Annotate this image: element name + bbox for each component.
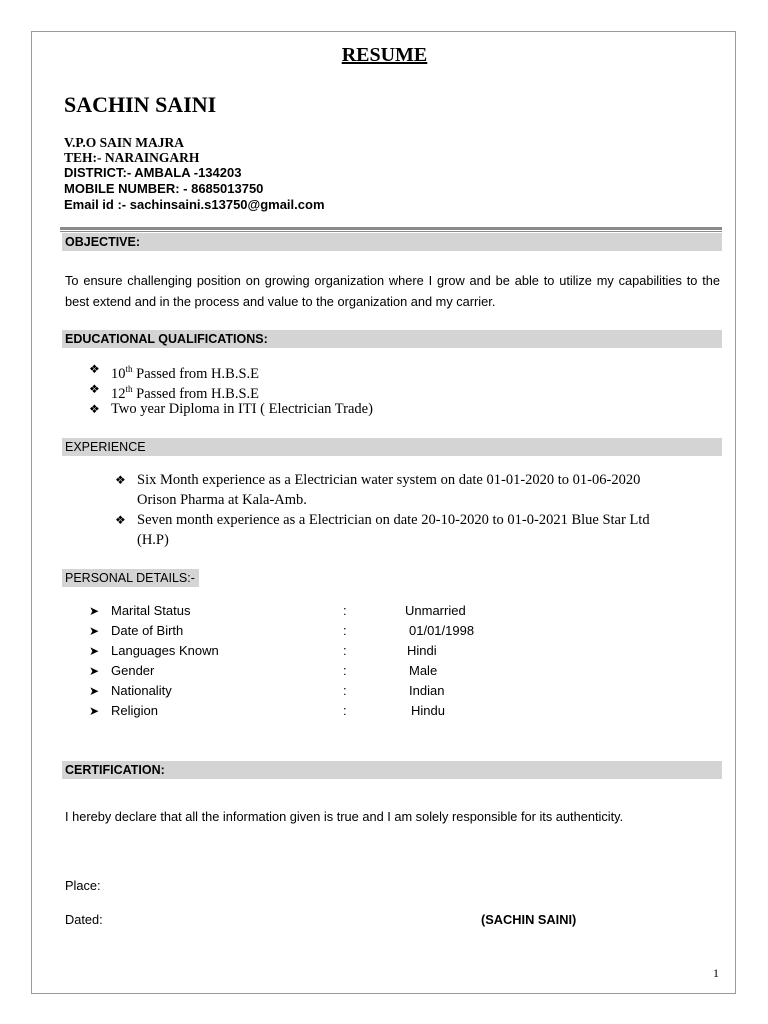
- education-heading: EDUCATIONAL QUALIFICATIONS:: [62, 330, 722, 348]
- address-line-3: DISTRICT:- AMBALA -134203: [64, 165, 242, 180]
- email-id: Email id :- sachinsaini.s13750@gmail.com: [64, 197, 325, 212]
- arrow-bullet-icon: ➤: [89, 624, 100, 638]
- applicant-name: SACHIN SAINI: [64, 92, 217, 117]
- education-item: ❖ Two year Diploma in ITI ( Electrician Trade): [89, 401, 373, 417]
- diamond-bullet-icon: ❖: [89, 362, 100, 376]
- experience-item: ❖ Seven month experience as a Electrician on date 20-10-2020 to 01-0-2021 Blue Star Ltd (H.P): [115, 512, 650, 548]
- address-line-2: TEH:- NARAINGARH: [64, 150, 200, 165]
- document-title: RESUME: [341, 44, 428, 66]
- personal-row-nationality: ➤ Nationality : Indian: [89, 681, 539, 701]
- place-label: Place:: [65, 878, 101, 893]
- arrow-bullet-icon: ➤: [89, 604, 100, 618]
- personal-details-heading: PERSONAL DETAILS:-: [62, 569, 199, 587]
- arrow-bullet-icon: ➤: [89, 704, 100, 718]
- mobile-number: MOBILE NUMBER: - 8685013750: [64, 181, 264, 196]
- experience-heading: EXPERIENCE: [62, 438, 722, 456]
- address-line-1: V.P.O SAIN MAJRA: [64, 135, 185, 150]
- arrow-bullet-icon: ➤: [89, 644, 100, 658]
- diamond-bullet-icon: ❖: [89, 402, 100, 416]
- personal-row-date-of-birth: ➤ Date of Birth : 01/01/1998: [89, 621, 539, 641]
- personal-row-marital-status: ➤ Marital Status : Unmarried: [89, 601, 539, 621]
- arrow-bullet-icon: ➤: [89, 664, 100, 678]
- diamond-bullet-icon: ❖: [115, 513, 126, 527]
- education-item: ❖ 12th Passed from H.B.S.E: [89, 379, 689, 399]
- objective-text: To ensure challenging position on growing organization where I grow and be able to utilize my capabilities to the best extend and in the process and value to the organization and my carrier.: [65, 273, 720, 309]
- page-number: 1: [713, 966, 719, 980]
- diamond-bullet-icon: ❖: [89, 382, 100, 396]
- arrow-bullet-icon: ➤: [89, 684, 100, 698]
- dated-label: Dated:: [65, 912, 103, 927]
- personal-row-gender: ➤ Gender : Male: [89, 661, 539, 681]
- objective-heading: OBJECTIVE:: [62, 233, 722, 251]
- resume-page: [31, 31, 736, 994]
- signature-name: (SACHIN SAINI): [481, 912, 577, 927]
- diamond-bullet-icon: ❖: [115, 473, 126, 487]
- personal-row-religion: ➤ Religion : Hindu: [89, 701, 539, 721]
- header-divider-thin: [60, 231, 722, 232]
- header-divider: [60, 227, 722, 230]
- declaration-text: I hereby declare that all the information given is true and I am solely responsible for its authenticity.: [65, 809, 624, 824]
- certification-heading: CERTIFICATION:: [62, 761, 722, 779]
- personal-row-languages: ➤ Languages Known : Hindi: [89, 641, 539, 661]
- experience-item: ❖ Six Month experience as a Electrician water system on date 01-01-2020 to 01-06-2020 Orison Pharma at Kala-Amb.: [115, 472, 641, 508]
- education-item: ❖ 10th Passed from H.B.S.E: [89, 359, 689, 379]
